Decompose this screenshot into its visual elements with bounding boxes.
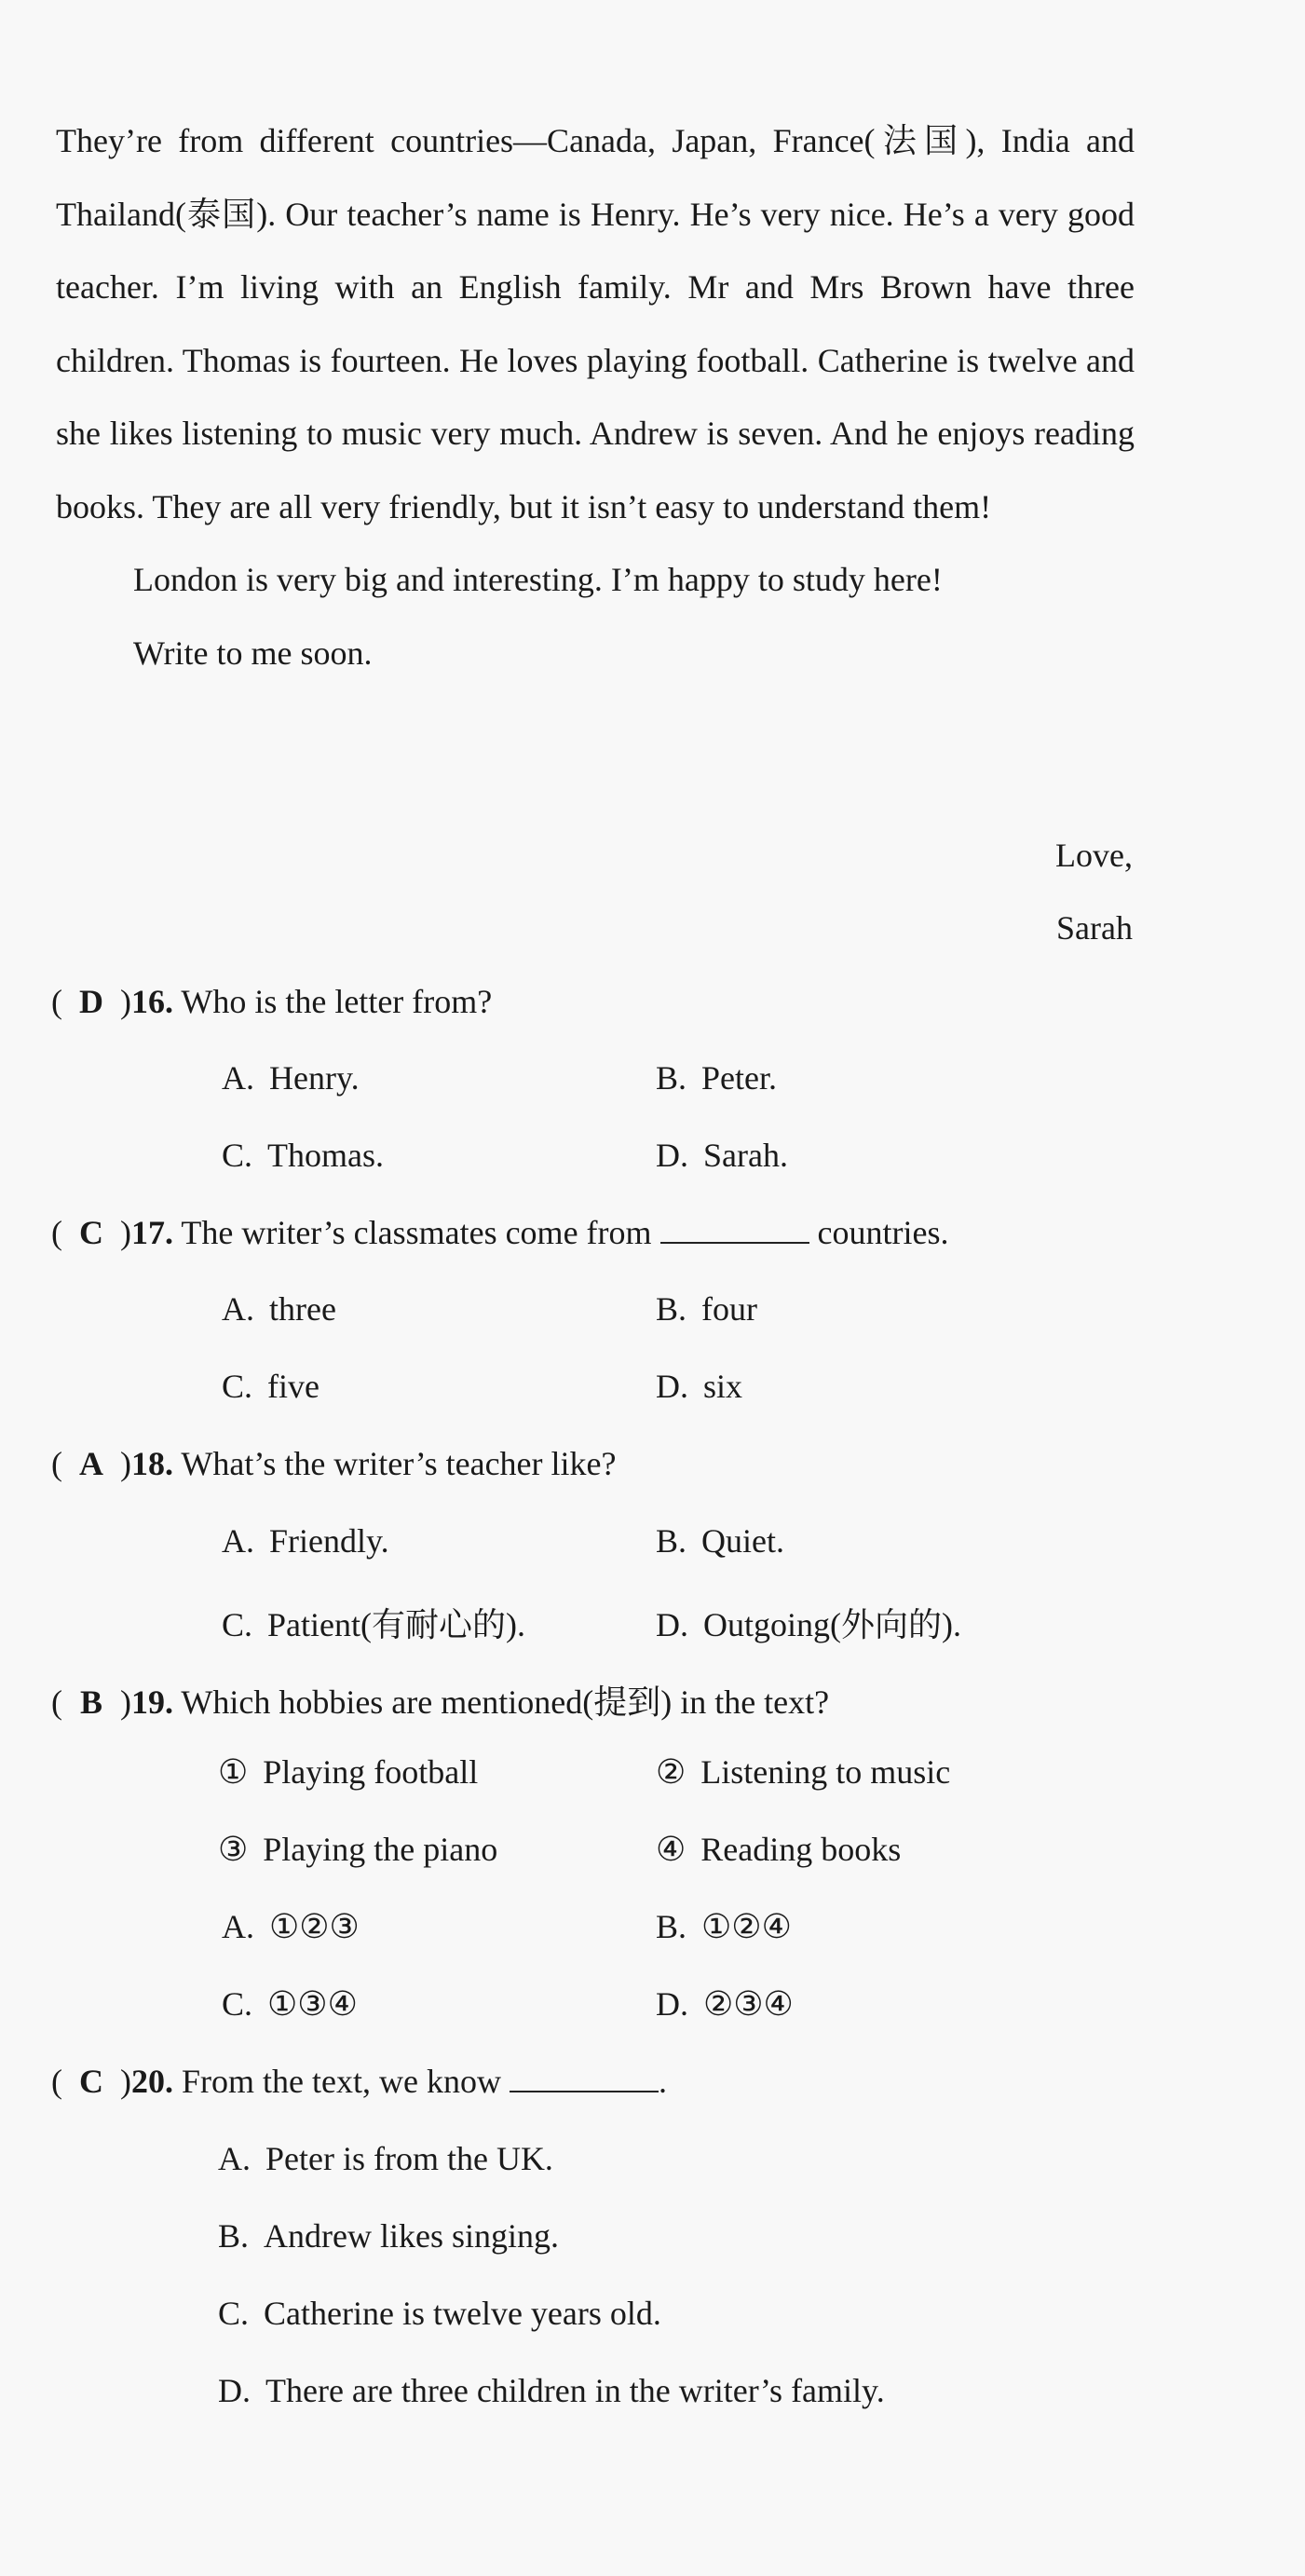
option-a: A. Henry. (222, 1059, 360, 1097)
option-b: B. Peter. (656, 1059, 777, 1097)
option-d: D. six (656, 1368, 743, 1405)
question-stem-before: The writer’s classmates come from (181, 1214, 652, 1251)
answer-mark: A (79, 1445, 103, 1482)
option-d: D. Outgoing(外向的). (656, 1606, 961, 1643)
question-stem: What’s the writer’s teacher like? (181, 1445, 617, 1482)
question-20 (51, 2062, 667, 2101)
passage-paragraph-1: They’re from different countries—Canada, Japan, France(法国), India and Thailand(泰国). Our teacher’s name is Henry. He’s very nice. He’s a very good teacher. I’m living with an English family. Mr and Mrs Brown have three children. Thomas is fourteen. He loves playing football. Catherine is twelve and she likes listening to music very much. Andrew is seven. And he enjoys reading books. They are all very friendly, but it isn’t easy to understand them! (56, 122, 1135, 525)
question-number: 17. (131, 1214, 173, 1251)
question-number: 19. (131, 1683, 173, 1721)
answer-blank (660, 1214, 809, 1244)
option-b: B. Andrew likes singing. (218, 2217, 559, 2255)
answer-paren-open: ( (51, 1445, 62, 1482)
option-d: D. There are three children in the writer’s family. (218, 2372, 885, 2409)
question-18 (51, 1444, 616, 1483)
option-b: B. Quiet. (656, 1522, 784, 1560)
question-stem: Which hobbies are mentioned(提到) in the text? (181, 1683, 830, 1721)
option-a: A. Friendly. (222, 1522, 389, 1560)
option-b: B. ①②④ (656, 1908, 792, 1945)
answer-paren-close: ) (120, 1214, 131, 1251)
answer-paren-open: ( (51, 983, 62, 1020)
letter-closing: Love, (1055, 837, 1133, 874)
question-17 (51, 1213, 949, 1252)
option-c: C. Patient(有耐心的). (222, 1606, 525, 1643)
question-number: 18. (131, 1445, 173, 1482)
question-number: 20. (131, 2063, 173, 2100)
option-c: C. ①③④ (222, 1985, 358, 2023)
answer-mark: D (79, 983, 103, 1020)
answer-blank (510, 2063, 659, 2092)
question-stem-after: . (658, 2063, 667, 2100)
question-stem-before: From the text, we know (182, 2063, 501, 2100)
option-c: C. five (222, 1368, 319, 1405)
hobby-item-2: ② Listening to music (656, 1753, 951, 1791)
answer-mark: C (79, 2063, 103, 2100)
hobby-item-3: ③ Playing the piano (218, 1831, 498, 1868)
option-c: C. Thomas. (222, 1137, 384, 1174)
option-a: A. ①②③ (222, 1908, 360, 1945)
hobby-item-4: ④ Reading books (656, 1831, 902, 1868)
answer-mark: B (79, 1683, 102, 1721)
answer-paren-open: ( (51, 1214, 62, 1251)
option-c: C. Catherine is twelve years old. (218, 2295, 661, 2332)
answer-paren-close: ) (120, 2063, 131, 2100)
answer-mark: C (79, 1214, 103, 1251)
passage-paragraph-3: Write to me soon. (133, 634, 373, 672)
question-stem: Who is the letter from? (181, 983, 493, 1020)
option-d: D. Sarah. (656, 1137, 788, 1174)
hobby-item-1: ① Playing football (218, 1753, 479, 1791)
question-stem-after: countries. (817, 1214, 949, 1251)
answer-paren-open: ( (51, 2063, 62, 2100)
answer-paren-close: ) (120, 983, 131, 1020)
option-a: A. three (222, 1290, 336, 1328)
option-a: A. Peter is from the UK. (218, 2140, 553, 2177)
reading-passage (56, 104, 1135, 689)
answer-paren-close: ) (120, 1683, 131, 1721)
option-b: B. four (656, 1290, 757, 1328)
answer-paren-close: ) (120, 1445, 131, 1482)
question-number: 16. (131, 983, 173, 1020)
letter-signature: Sarah (1056, 909, 1133, 947)
question-19 (51, 1676, 829, 1724)
answer-paren-open: ( (51, 1683, 62, 1721)
passage-paragraph-2: London is very big and interesting. I’m happy to study here! (133, 561, 943, 598)
option-d: D. ②③④ (656, 1985, 794, 2023)
question-16 (51, 982, 492, 1021)
